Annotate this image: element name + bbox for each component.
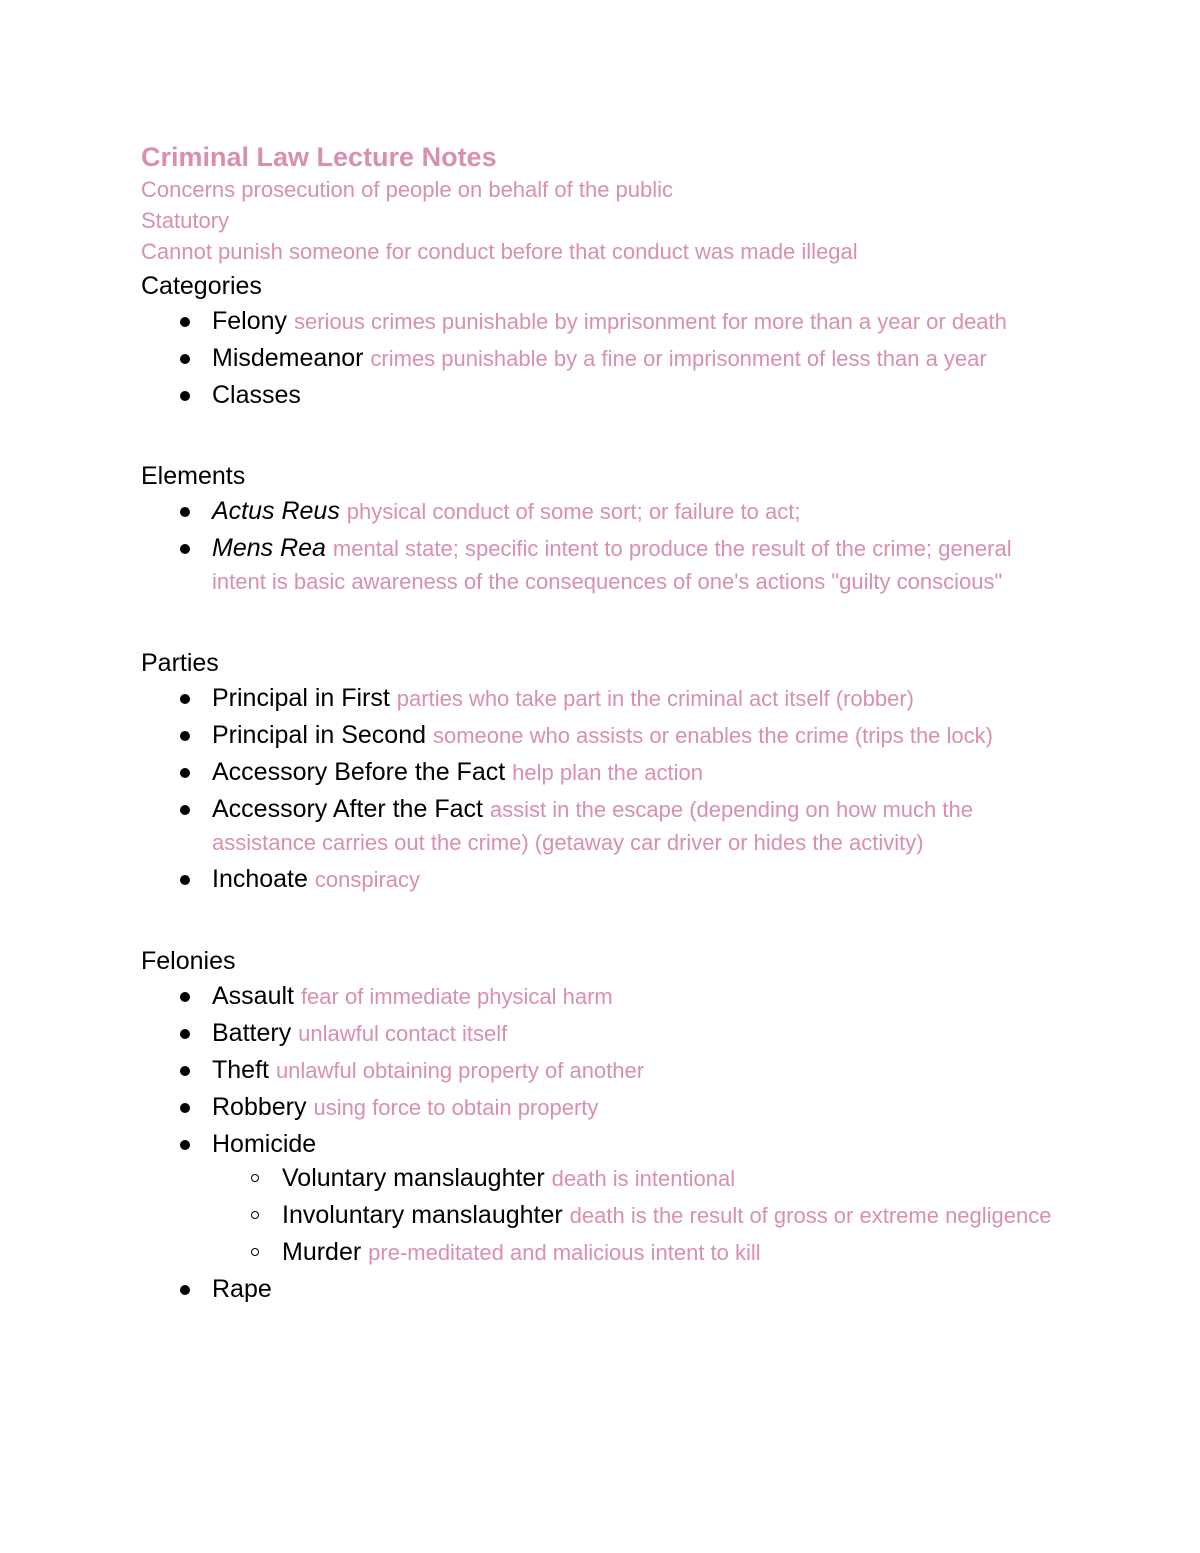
categories-list [141,305,1071,411]
document-title: Criminal Law Lecture Notes [141,142,497,172]
term: Theft [212,1056,269,1084]
term: Assault [212,982,294,1010]
list-item [141,305,1071,338]
section-heading-felonies: Felonies [141,947,236,975]
definition: help plan the action [512,760,703,785]
term: Involuntary manslaughter [282,1201,563,1229]
list-item [141,495,1071,528]
term: Battery [212,1019,292,1047]
sub-list-item [212,1162,1071,1195]
term: Inchoate [212,865,308,893]
list-item [141,756,1071,789]
term: Accessory Before the Fact [212,758,506,786]
sub-list-item [212,1199,1071,1232]
list-item [141,682,1071,715]
section-heading-categories: Categories [141,272,262,300]
definition: unlawful contact itself [298,1021,508,1046]
term: Principal in First [212,684,390,712]
sub-list-item [212,1236,1071,1269]
intro-line: Statutory [141,208,230,233]
term: Mens Rea [212,534,326,562]
list-item [141,1128,1071,1269]
definition: crimes punishable by a fine or imprisonment of less than a year [370,346,987,371]
list-item [141,719,1071,752]
definition: parties who take part in the criminal act itself (robber) [396,686,914,711]
definition: conspiracy [314,867,421,892]
definition: assist in the escape (depending on how much the assistance carries out the crime) (getaway car driver or hides the activity) [212,797,973,855]
list-item [141,863,1071,896]
term: Accessory After the Fact [212,795,483,823]
list-item [141,532,1071,598]
definition: pre-meditated and malicious intent to kill [368,1240,761,1265]
list-item [141,379,1071,411]
list-item [141,1017,1071,1050]
term: Felony [212,307,288,335]
definition: fear of immediate physical harm [300,984,613,1009]
section-heading-parties: Parties [141,649,219,677]
term: Rape [212,1275,272,1303]
definition: someone who assists or enables the crime (trips the lock) [432,723,993,748]
list-item [141,342,1071,375]
definition: serious crimes punishable by imprisonment for more than a year or death [294,309,1007,334]
term: Classes [212,381,301,409]
intro-line: Concerns prosecution of people on behalf of the public [141,177,674,202]
term: Actus Reus [212,497,340,525]
term: Murder [282,1238,362,1266]
intro-line: Cannot punish someone for conduct before that conduct was made illegal [141,239,858,264]
list-item [141,1273,1071,1305]
definition: mental state; specific intent to produce the result of the crime; general intent is basic awareness of the consequences of one's actions "guilty conscious" [212,536,1012,594]
felonies-list [141,980,1071,1305]
parties-list [141,682,1071,896]
term: Voluntary manslaughter [282,1164,545,1192]
definition: unlawful obtaining property of another [275,1058,645,1083]
notes-content [141,140,1071,1309]
list-item [141,980,1071,1013]
term: Homicide [212,1130,317,1158]
term: Principal in Second [212,721,427,749]
definition: death is intentional [551,1166,736,1191]
definition: physical conduct of some sort; or failure to act; [346,499,801,524]
list-item [141,793,1071,859]
homicide-sublist [212,1162,1071,1269]
section-heading-elements: Elements [141,462,246,490]
list-item [141,1054,1071,1087]
definition: using force to obtain property [313,1095,599,1120]
elements-list [141,495,1071,598]
definition: death is the result of gross or extreme negligence [569,1203,1052,1228]
term: Robbery [212,1093,307,1121]
list-item [141,1091,1071,1124]
term: Misdemeanor [212,344,364,372]
